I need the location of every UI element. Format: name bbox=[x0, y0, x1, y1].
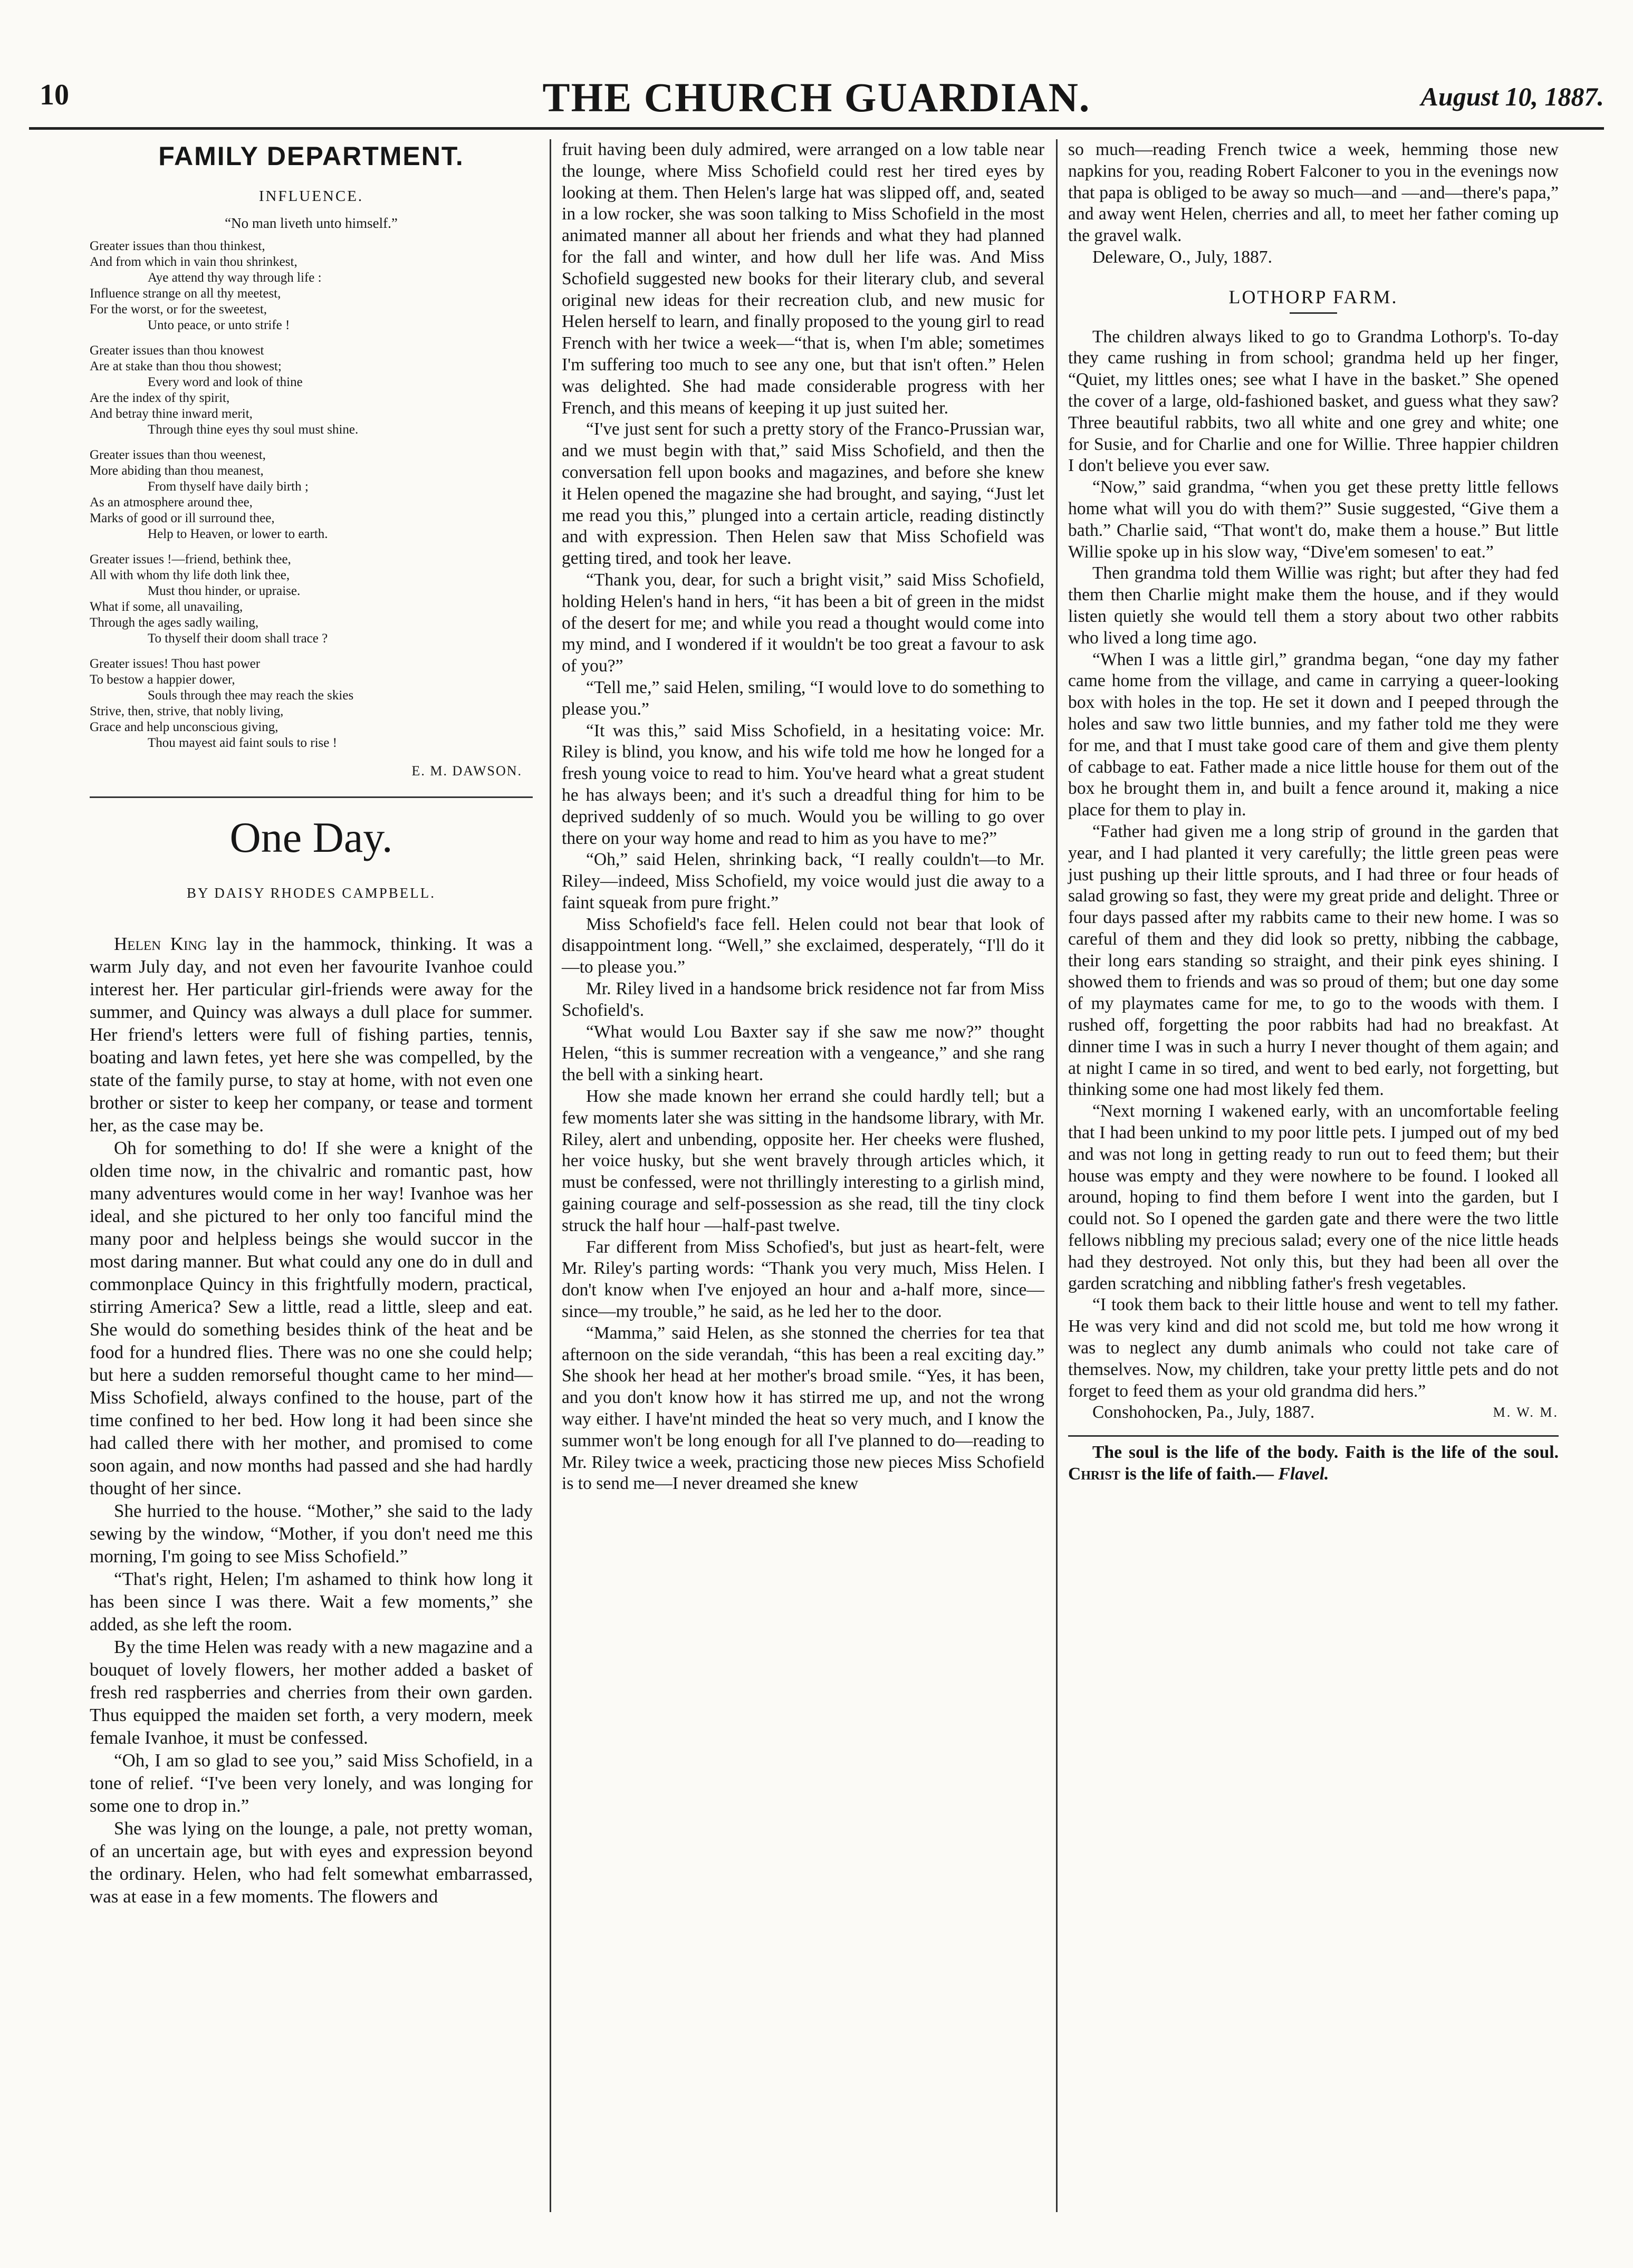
story-text bbox=[90, 933, 533, 1908]
page-header bbox=[29, 74, 1604, 130]
poem-line: Through the ages sadly wailing, bbox=[90, 615, 259, 630]
poem-line: All with whom thy life doth link thee, bbox=[90, 568, 290, 582]
poem-line: Greater issues! Thou hast power bbox=[90, 656, 261, 671]
story-paragraph bbox=[90, 933, 533, 1137]
issue-date: August 10, 1887. bbox=[1420, 82, 1604, 111]
poem-line: Influence strange on all thy meetest, bbox=[90, 286, 281, 301]
poem-stanza bbox=[90, 238, 533, 333]
poem-stanza bbox=[90, 552, 533, 647]
poem-line: Greater issues than thou thinkest, bbox=[90, 238, 265, 253]
column-3 bbox=[1068, 139, 1559, 1485]
story-place-date: Deleware, O., July, 1887. bbox=[1092, 247, 1272, 267]
poem-line: For the worst, or for the sweetest, bbox=[90, 302, 267, 316]
poem-line: Greater issues !—friend, bethink thee, bbox=[90, 552, 291, 566]
lothorp-paragraph: “Father had given me a long strip of ground in the garden that year, and I had planted it very carefully; the little green peas were just pushing up their little sprouts, and I had three or four heads of salad growing so fast, they were my great pride and delight. Three or four days passed after my rabbits came to their new home. I was so careful of them and they did look so pretty, nibbing the cabbage, their long ears standing so straight, and their pink eyes shining. I showed them to friends and was so proud of them; but one day some of my playmates came for me, to go to the woods with them. I rushed off, forgetting the poor rabbits had had no breakfast. At dinner time I was in such a hurry I never thought of them again; and at night I came in so tired, and went to bed early, not forgetting, but thinking some one had most likely fed them. bbox=[1068, 821, 1559, 1100]
lothorp-paragraph: “When I was a little girl,” grandma began, “one day my father came home from the village, and came in carrying a queer-looking box with holes in the top. He set it down and I peeped through the holes and saw two little bunnies, and my father told me they were for me, and that I must take good care of them and give them plenty of cabbage to eat. Father made a nice little house for them out of the box he brought them in, and built a fence around it, making a nice place for them to play in. bbox=[1068, 649, 1559, 820]
story-paragraph: “It was this,” said Miss Schofield, in a hesitating voice: Mr. Riley is blind, you know, and his wife told me how he longed for a fresh young voice to read to him. You've heard what a great student he has always been; and it's such a dreadful thing for him to be deprived suddenly of so much. Would you be willing to go over there on your way home and read to him as you have to me?” bbox=[562, 720, 1044, 848]
poem-line: Souls through thee may reach the skies bbox=[148, 688, 354, 703]
page-number: 10 bbox=[40, 79, 69, 111]
story-paragraph: “Tell me,” said Helen, smiling, “I would love to do something to please you.” bbox=[562, 677, 1044, 719]
poem-line: To thyself their doom shall trace ? bbox=[148, 631, 328, 646]
poem-line: Unto peace, or unto strife ! bbox=[148, 318, 290, 332]
story-title: One Day. bbox=[229, 813, 393, 862]
story-paragraph: Oh for something to do! If she were a knight of the olden time now, in the chivalric and romantic past, how many adventures would come in her way! Ivanhoe was her ideal, and she pictured to her only too fanciful mind the many poor and helpless beings she would succor in the most daring manner. But what could any one do in dull and commonplace Quincy in this frightfully modern, practical, stirring America? Sew a little, read a little, sleep and eat. She would do something besides think of the heat and be food for a hundred flies. There was no one she could help; but here a sudden remorseful thought came to her mind—Miss Schofield, always confined to the house, part of the time confined to her bed. How long it had been since she had called there with her mother, and promised to come soon again, and now months had passed and she had hardly thought of her since. bbox=[90, 1138, 533, 1499]
department-title: FAMILY DEPARTMENT. bbox=[158, 141, 464, 171]
opening-name: Helen King bbox=[114, 934, 207, 955]
poem-line: Thou mayest aid faint souls to rise ! bbox=[148, 735, 337, 750]
story-byline: BY DAISY RHODES CAMPBELL. bbox=[186, 885, 436, 901]
masthead: THE CHURCH GUARDIAN. bbox=[542, 74, 1091, 120]
story-paragraph: “Oh, I am so glad to see you,” said Miss Schofield, in a tone of relief. “I've been very lonely, and was longing for some one to drop in.” bbox=[90, 1750, 533, 1817]
quote-christ: Christ bbox=[1068, 1464, 1120, 1484]
poem-title: INFLUENCE. bbox=[258, 188, 364, 205]
quote-rule bbox=[1068, 1435, 1559, 1437]
lothorp-paragraph: Then grandma told them Willie was right; but after they had fed them then Charlie might make them the house, and if they would listen quietly she would tell them a story about two other rabbits who lived a long time ago. bbox=[1068, 563, 1559, 648]
story-paragraph: She was lying on the lounge, a pale, not pretty woman, of an uncertain age, but with eyes and expression beyond the ordinary. Helen, who had felt somewhat embarrassed, was at ease in a few moments. The flowers and bbox=[90, 1818, 533, 1907]
lothorp-paragraph: “I took them back to their little house and went to tell my father. He was very kind and did not scold me, but told me how wrong it was to neglect any dumb animals who could not take care of themselves. Now, my children, take your pretty little pets and do not forget to feed them as your old grandma did hers.” bbox=[1068, 1295, 1559, 1401]
story-paragraph: “What would Lou Baxter say if she saw me now?” thought Helen, “this is summer recreation with a vengeance,” and she rang the bell with a sinking heart. bbox=[562, 1022, 1044, 1085]
poem-line: And from which in vain thou shrinkest, bbox=[90, 254, 297, 269]
paragraph-text: lay in the hammock, thinking. It was a warm July day, and not even her favourite Ivanhoe could interest her. Her particular girl-friends were away for the summer, and Quincy was always a dull place for summer. Her friend's letters were full of fishing parties, tennis, boating and lawn fetes, yet here she was compelled, by the state of the family purse, to stay at home, with not even one brother or sister to keep her company, or tease and torment her, as the case may be. bbox=[90, 934, 533, 1136]
story-paragraph: “I've just sent for such a pretty story of the Franco-Prussian war, and we must begin with that,” said Miss Schofield, and then the conversation fell upon books and magazines, and before she knew it Helen opened the magazine she had brought, and saying, “Just let me read you this,” plunged into a certain article, reading distinctly and with expression. Then Helen saw that Miss Schofield was getting tired, and took her leave. bbox=[562, 419, 1044, 569]
column-1 bbox=[90, 139, 533, 1908]
story-paragraph: Mr. Riley lived in a handsome brick residence not far from Miss Schofield's. bbox=[562, 979, 1044, 1020]
poem-line: And betray thine inward merit, bbox=[90, 406, 253, 421]
lothorp-initials: M. W. M. bbox=[1493, 1405, 1559, 1420]
poem-line: Grace and help unconscious giving, bbox=[90, 719, 278, 734]
quote-author: Flavel. bbox=[1278, 1464, 1329, 1484]
poem-body bbox=[90, 238, 533, 751]
lothorp-story bbox=[1068, 326, 1559, 1402]
poem-line: Through thine eyes thy soul must shine. bbox=[148, 422, 359, 437]
poem-line: As an atmosphere around thee, bbox=[90, 495, 253, 510]
poem-stanza bbox=[90, 343, 533, 438]
column-divider bbox=[1056, 139, 1058, 2212]
section-rule bbox=[90, 796, 533, 798]
story-conclusion bbox=[1068, 139, 1559, 247]
title-rule bbox=[1290, 312, 1337, 314]
story-paragraph: so much—reading French twice a week, hemming those new napkins for you, reading Robert Falconer to you in the evenings now that papa is obliged to be away so much—and —and—there's papa,” and away went Helen, cherries and all, to meet her father coming up the gravel walk. bbox=[1068, 140, 1559, 246]
story-paragraph: Miss Schofield's face fell. Helen could not bear that look of disappointment long. “Well,” she exclaimed, desperately, “I'll do it—to please you.” bbox=[562, 914, 1044, 977]
story-paragraph: She hurried to the house. “Mother,” she said to the lady sewing by the window, “Mother, if you don't need me this morning, I'm going to see Miss Schofield.” bbox=[90, 1501, 533, 1567]
lothorp-signoff bbox=[1068, 1402, 1559, 1424]
story-paragraph: “Thank you, dear, for such a bright visit,” said Miss Schofield, holding Helen's hand in hers, “it has been a bit of green in the midst of the desert for me; and while you read a thought would come into my mind, and I wondered if it wouldn't be too great a favour to ask of you?” bbox=[562, 570, 1044, 676]
poem-line: Marks of good or ill surround thee, bbox=[90, 511, 275, 525]
poem-line: To bestow a happier dower, bbox=[90, 672, 235, 687]
quote-tail: is the life of faith.— bbox=[1125, 1464, 1274, 1484]
poem-epigraph: “No man liveth unto himself.” bbox=[225, 215, 398, 231]
closing-quote bbox=[1068, 1442, 1559, 1485]
poem-line: Greater issues than thou weenest, bbox=[90, 447, 266, 462]
story-paragraph: Far different from Miss Schofied's, but just as heart-felt, were Mr. Riley's parting words: “Thank you very much, Miss Helen. I don't know when I've enjoyed an hour and a-half more, since—since—my trouble,” he said, as he led her to the door. bbox=[562, 1237, 1044, 1322]
story-paragraph: “That's right, Helen; I'm ashamed to think how long it has been since I was there. Wait a few moments,” she added, as she left the room. bbox=[90, 1569, 533, 1635]
poem-line: What if some, all unavailing, bbox=[90, 599, 243, 614]
poem-line: Are at stake than thou thou showest; bbox=[90, 359, 282, 373]
column-divider bbox=[550, 139, 551, 2212]
poem-line: Help to Heaven, or lower to earth. bbox=[148, 526, 328, 541]
column-2 bbox=[562, 139, 1044, 1495]
story-paragraph: How she made known her errand she could hardly tell; but a few moments later she was sitting in the handsome library, with Mr. Riley, alert and unbending, opposite her. Her cheeks were flushed, her voice husky, but she went bravely through articles which, it must be confessed, were not thrillingly interesting to a girlish mind, gaining courage and self-possession as she read, till the tiny clock struck the half hour —half-past twelve. bbox=[562, 1087, 1044, 1235]
poem-line: Are the index of thy spirit, bbox=[90, 390, 230, 405]
lothorp-title: LOTHORP FARM. bbox=[1228, 286, 1398, 307]
poem-line: From thyself have daily birth ; bbox=[148, 479, 309, 494]
poem-stanza bbox=[90, 447, 533, 542]
poem-stanza bbox=[90, 656, 533, 751]
poem-line: Must thou hinder, or upraise. bbox=[148, 583, 301, 598]
lothorp-place-date: Conshohocken, Pa., July, 1887. bbox=[1092, 1402, 1315, 1423]
quote-text: The soul is the life of the body. Faith is the life of the soul. bbox=[1092, 1443, 1559, 1463]
lothorp-paragraph: The children always liked to go to Grandma Lothorp's. To-day they came rushing in from school; grandma held up her finger, “Quiet, my littles ones; see what I have in the basket.” She opened the cover of a large, old-fashioned basket, and guess what they saw? Three beautiful rabbits, two all white and one grey and white; one for Susie, and for Charlie and one for Willie. Three happier children I don't believe you ever saw. bbox=[1068, 326, 1559, 476]
header-rule bbox=[29, 127, 1604, 130]
poem-line: Every word and look of thine bbox=[148, 374, 303, 389]
story-paragraph: “Mamma,” said Helen, as she stonned the cherries for tea that afternoon on the side verandah, “this has been a real exciting day.” She shook her head at her mother's broad smile. “Yes, it has been, and you don't know how it has stirred me up, and not the wrong way either. I have'nt minded the heat so very much, and I know the summer won't be long enough for all I've planned to do—reading to Mr. Riley twice a week, practicing those new pieces Miss Schofield is to send me—I never dreamed she knew bbox=[562, 1323, 1044, 1494]
poem-author: E. M. DAWSON. bbox=[411, 763, 522, 779]
poem-line: Greater issues than thou knowest bbox=[90, 343, 264, 358]
lothorp-paragraph: “Now,” said grandma, “when you get these pretty little fellows home what will you do with them?” Susie suggested, “Give them a bath.” Charlie said, “That wont't do, make them a house.” But little Willie spoke up in his slow way, “Dive'em somesen' to eat.” bbox=[1068, 477, 1559, 562]
poem-line: Strive, then, strive, that nobly living, bbox=[90, 704, 284, 718]
poem-line: More abiding than thou meanest, bbox=[90, 463, 264, 478]
story-continued bbox=[562, 139, 1044, 1495]
story-paragraph: “Oh,” said Helen, shrinking back, “I really couldn't—to Mr. Riley—indeed, Miss Schofield, my voice would just die away to a faint squeak from pure fright.” bbox=[562, 850, 1044, 912]
lothorp-paragraph: “Next morning I wakened early, with an uncomfortable feeling that I had been unkind to my poor little pets. I jumped out of my bed and was not long in getting ready to run out to feed them; but their house was empty and they were nowhere to be found. I looked all around, hoping to find them before I went into the garden, but I could not. So I opened the garden gate and there were the two little fellows nibbling my precious salad; every one of the nice little heads had they destroyed. Not only this, but they had been all over the garden scratching and nibbling father's fresh vegetables. bbox=[1068, 1101, 1559, 1293]
story-paragraph: By the time Helen was ready with a new magazine and a bouquet of lovely flowers, her mother added a basket of fresh red raspberries and cherries from their own garden. Thus equipped the maiden set forth, a very modern, meek female Ivanhoe, it must be confessed. bbox=[90, 1637, 533, 1748]
story-paragraph: fruit having been duly admired, were arranged on a low table near the lounge, where Miss Schofield could rest her tired eyes by looking at them. Then Helen's large hat was slipped off, and, seated in a low rocker, she was soon talking to Miss Schofield in the most animated manner all about her friends and what they had planned for the fall and winter, and how dull her life was. And Miss Schofield suggested new books for their literary club, and several original new ideas for their recreation club, and new music for Helen herself to learn, and finally proposed to the young girl to read French with her twice a week—“that is, when I'm able; sometimes I'm suffering too much to see any one, but that isn't often.” Helen was delighted. She had made considerable progress with her French, and this means of keeping it up just suited her. bbox=[562, 140, 1044, 418]
poem-line: Aye attend thy way through life : bbox=[148, 270, 322, 285]
